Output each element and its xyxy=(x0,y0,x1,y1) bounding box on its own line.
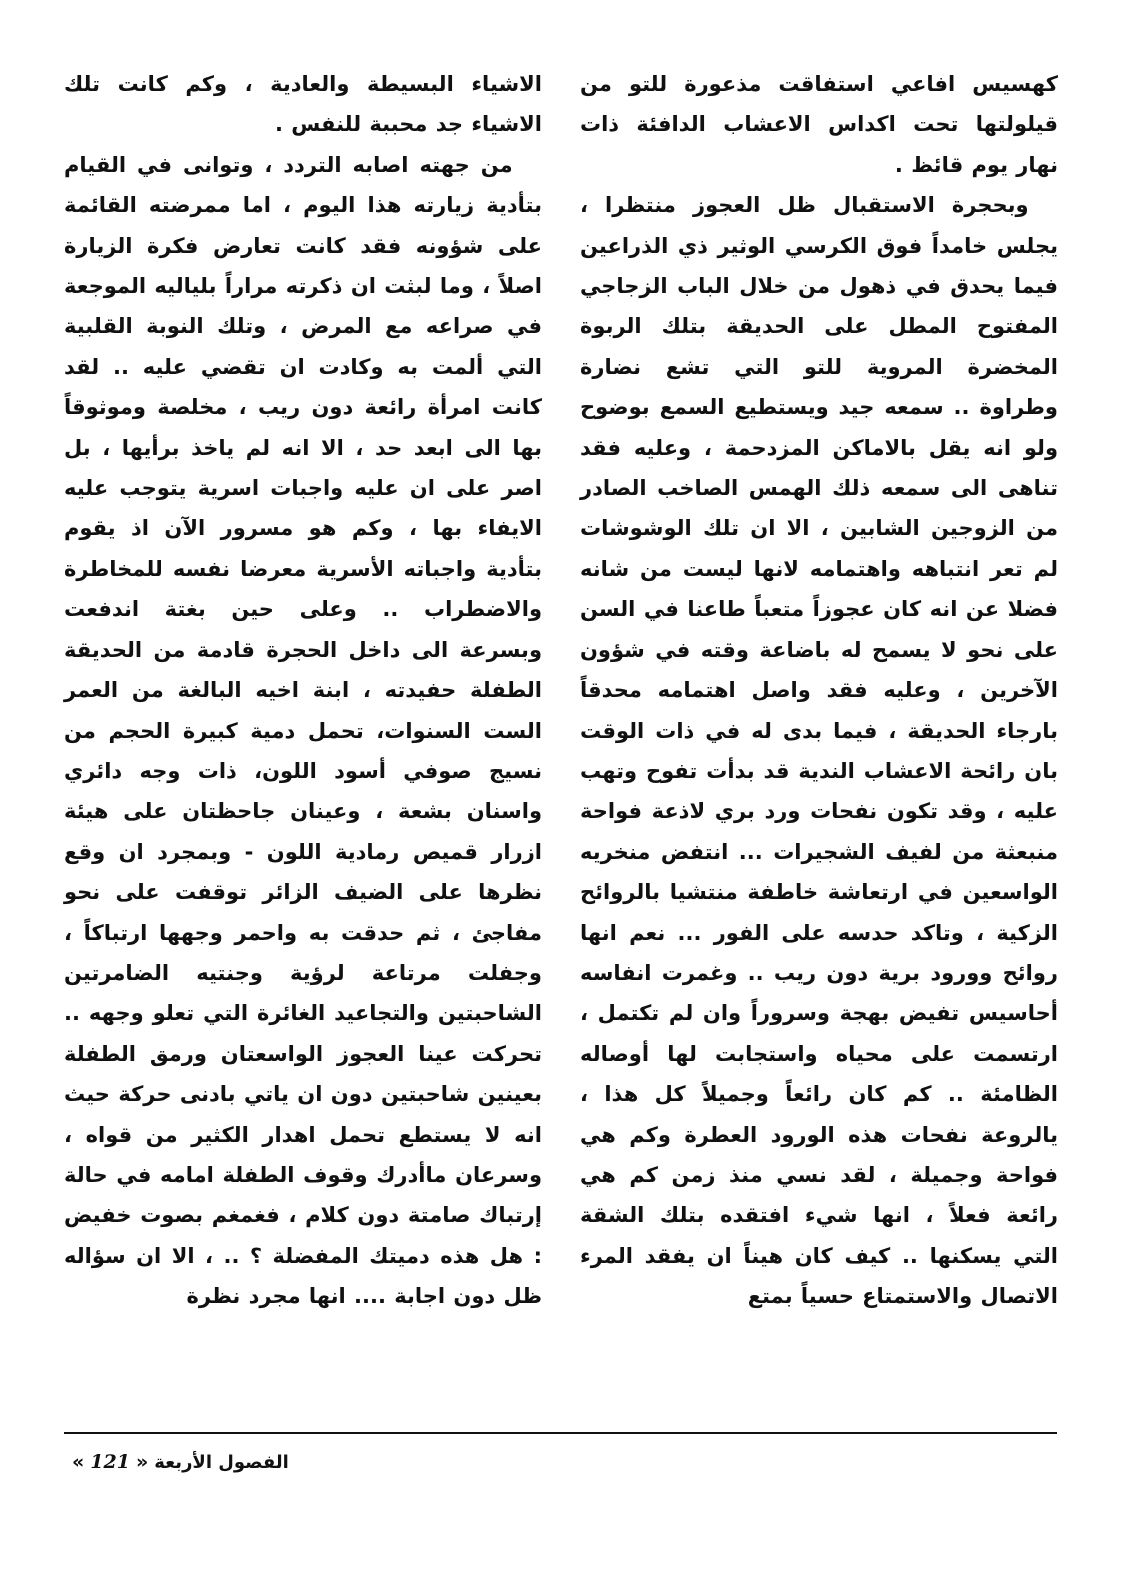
paragraph: الاشياء البسيطة والعادية ، وكم كانت تلك الاشياء جد محببة للنفس . xyxy=(64,72,542,137)
magazine-name: الفصول الأربعة xyxy=(154,1451,289,1473)
left-column xyxy=(64,64,542,1317)
page-footer xyxy=(72,1451,289,1473)
paragraph: وبحجرة الاستقبال ظل العجوز منتظرا ، يجلس خامداً فوق الكرسي الوثير ذي الذراعين فيما يحدق في ذهول من خلال الباب الزجاجي المفتوح المطل على الحديقة بتلك الربوة المخضرة المروية للتو التي تشع نضارة وطراوة .. سمعه جيد ويستطيع السمع بوضوح ولو انه يقل بالاماكن المزدحمة ، وعليه فقد تناهى الى سمعه ذلك الهمس الصاخب الصادر من الزوجين الشابين ، الا ان تلك الوشوشات لم تعر انتباهه واهتمامه لانها ليست من شانه فضلا عن انه كان عجوزاً متعباً طاعنا في السن على نحو لا يسمح له باضاعة وقته في شؤون الآخرين ، وعليه فقد واصل اهتمامه محدقاً بارجاء الحديقة ، فيما بدى له في ذات الوقت بان رائحة الاعشاب الندية قد بدأت تفوح وتهب عليه ، وقد تكون نفحات ورد بري لاذعة فواحة منبعثة من لفيف الشجيرات ... انتفض منخريه الواسعين في ارتعاشة خاطفة منتشيا بالروائح الزكية ، وتاكد حدسه على الفور ... نعم انها روائح وورود برية دون ريب .. وغمرت انفاسه أحاسيس تفيض بهجة وسروراً وان لم تكتمل ، ارتسمت على محياه واستجابت لها أوصاله الظامئة .. كم كان رائعاً وجميلاً كل هذا ، يالروعة نفحات هذه الورود العطرة وكم هي فواحة وجميلة ، لقد نسي منذ زمن كم هي رائعة فعلاً ، انها شيء افتقده بتلك الشقة التي يسكنها .. كيف كان هيناً ان يفقد المرء الاتصال والاستمتاع حسياً بمتع xyxy=(580,193,1058,1309)
paragraph: كهسيس افاعي استفاقت مذعورة للتو من قيلولتها تحت اكداس الاعشاب الدافئة ذات نهار يوم قائظ . xyxy=(580,72,1058,177)
footer-divider xyxy=(64,1432,1057,1434)
right-column xyxy=(580,64,1058,1317)
page-number: 121 xyxy=(90,1451,130,1473)
paragraph: من جهته اصابه التردد ، وتوانى في القيام بتأدية زيارته هذا اليوم ، اما ممرضته القائمة على شؤونه فقد كانت تعارض فكرة الزيارة اصلاً ، وما لبثت ان ذكرته مراراً بلياليه الموجعة في صراعه مع المرض ، وتلك النوبة القلبية التي ألمت به وكادت ان تقضي عليه .. لقد كانت امرأة رائعة دون ريب ، مخلصة وموثوقاً بها الى ابعد حد ، الا انه لم ياخذ برأيها ، بل اصر على ان عليه واجبات اسرية يتوجب عليه الايفاء بها ، وكم هو مسرور الآن اذ يقوم بتأدية واجباته الأسرية معرضا نفسه للمخاطرة والاضطراب .. وعلى حين بغتة اندفعت وبسرعة الى داخل الحجرة قادمة من الحديقة الطفلة حفيدته ، ابنة اخيه البالغة من العمر الست السنوات، تحمل دمية كبيرة الحجم من نسيج صوفي أسود اللون، ذات وجه دائري واسنان بشعة ، وعينان جاحظتان على هيئة ازرار قميص رمادية اللون - وبمجرد ان وقع نظرها على الضيف الزائر توقفت على نحو مفاجئ ، ثم حدقت به واحمر وجهها ارتباكاً ، وجفلت مرتاعة لرؤية وجنتيه الضامرتين الشاحبتين والتجاعيد الغائرة التي تعلو وجهه .. تحركت عينا العجوز الواسعتان ورمق الطفلة بعينين شاحبتين دون ان ياتي بادنى حركة حيث انه لا يستطع تحمل اهدار الكثير من قواه ، وسرعان ماأدرك وقوف الطفلة امامه في حالة إرتباك صامتة دون كلام ، فغمغم بصوت خفيض : هل هذه دميتك المفضلة ؟ .. ، الا ان سؤاله ظل دون اجابة .... انها مجرد نظرة xyxy=(64,152,542,1309)
footer-close-quote: » xyxy=(135,1451,149,1473)
footer-open-quote: « xyxy=(72,1451,85,1473)
